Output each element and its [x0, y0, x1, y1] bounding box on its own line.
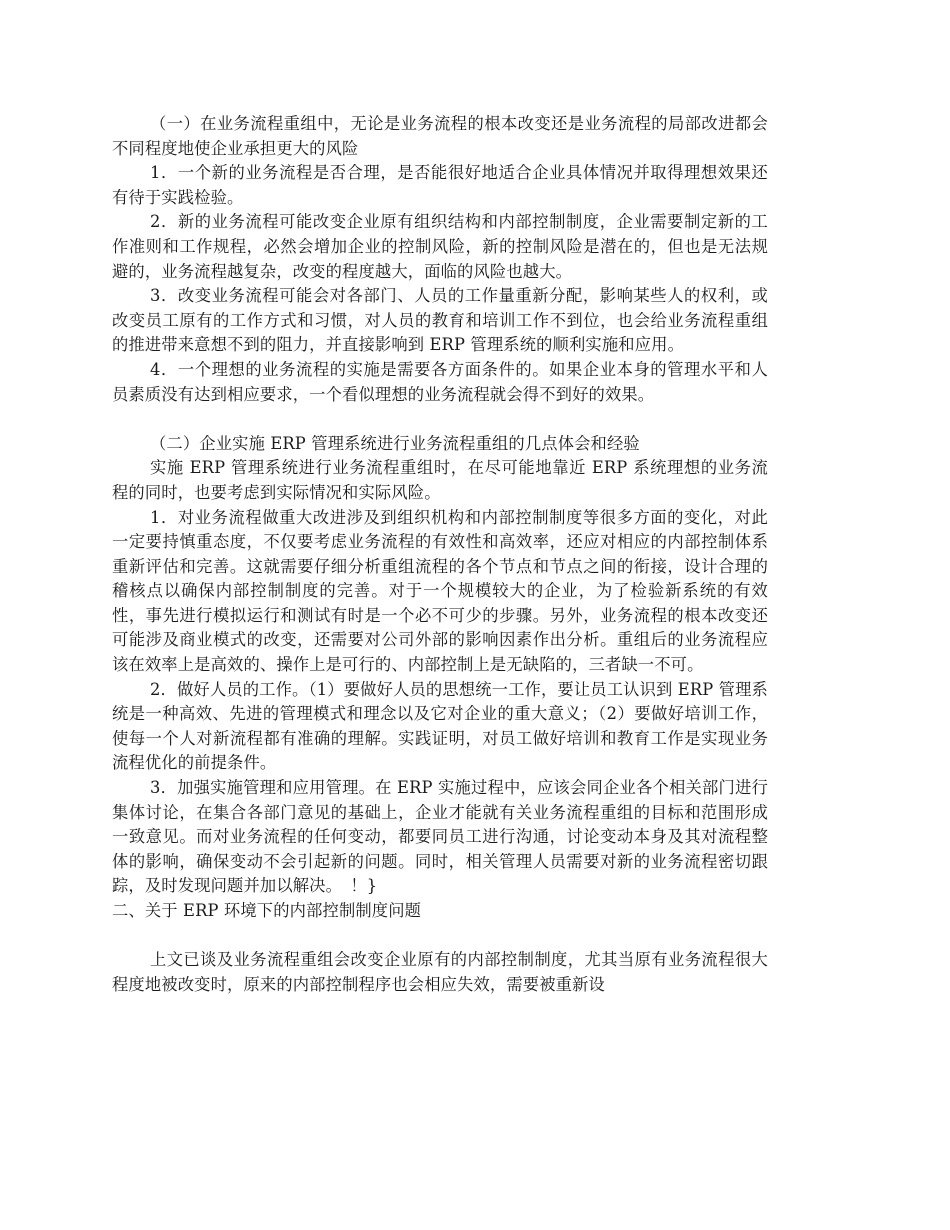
paragraph-experience-2: 2．做好人员的工作。（1）要做好人员的思想统一工作，要让员工认识到 ERP 管理系统是一种高效、先进的管理模式和理念以及它对企业的重大意义；（2）要做好培训工作，使每一个人对新流程都有准确的理解。实践证明，对员工做好培训和教育工作是实现业务流程优化的前提条件。 [112, 679, 768, 773]
blank-line [112, 924, 768, 949]
paragraph-experience-3: 3．加强实施管理和应用管理。在 ERP 实施过程中，应该会同企业各个相关部门进行集体讨论，在集合各部门意见的基础上，企业才能就有关业务流程重组的目标和范围形成一致意见。而对业务流程的任何变动，都要同员工进行沟通，讨论变动本身及其对流程整体的影响，确保变动不会引起新的问题。同时，相关管理人员需要对新的业务流程密切跟踪，及时发现问题并加以解决。 ！} [112, 778, 768, 896]
paragraph-risk-4: 4．一个理想的业务流程的实施是需要各方面条件的。如果企业本身的管理水平和人员素质没有达到相应要求，一个看似理想的业务流程就会得不到好的效果。 [112, 359, 768, 404]
paragraph-risk-1: 1．一个新的业务流程是否合理，是否能很好地适合企业具体情况并取得理想效果还有待于实践检验。 [112, 163, 768, 207]
section-heading-experience: （二）企业实施 ERP 管理系统进行业务流程重组的几点体会和经验 [150, 433, 640, 453]
section-heading-risk: （一）在业务流程重组中，无论是业务流程的根本改变还是业务流程的局部改进都会不同程度地使企业承担更大的风险 [112, 114, 768, 158]
blank-line [112, 407, 768, 432]
document-body [112, 112, 768, 997]
section-heading-internal-control: 二、关于 ERP 环境下的内部控制制度问题 [112, 901, 422, 920]
paragraph-risk-3: 3．改变业务流程可能会对各部门、人员的工作量重新分配，影响某些人的权利，或改变员工原有的工作方式和习惯，对人员的教育和培训工作不到位，也会给业务流程重组的推进带来意想不到的阻力，并直接影响到 ERP 管理系统的顺利实施和应用。 [112, 286, 768, 355]
paragraph-internal-control: 上文已谈及业务流程重组会改变企业原有的内部控制制度，尤其当原有业务流程很大程度地被改变时，原来的内部控制程序也会相应失效，需要被重新设 [112, 950, 768, 994]
paragraph-risk-2: 2．新的业务流程可能改变企业原有组织结构和内部控制制度，企业需要制定新的工作准则和工作规程，必然会增加企业的控制风险，新的控制风险是潜在的，但也是无法规避的，业务流程越复杂，改变的程度越大，面临的风险也越大。 [112, 212, 768, 281]
paragraph-experience-1: 1．对业务流程做重大改进涉及到组织机构和内部控制制度等很多方面的变化，对此一定要持慎重态度，不仅要考虑业务流程的有效性和高效率，还应对相应的内部控制体系重新评估和完善。这就需要仔细分析重组流程的各个节点和节点之间的衔接，设计合理的稽核点以确保内部控制制度的完善。对于一个规模较大的企业，为了检验新系统的有效性，事先进行模拟运行和测试有时是一个必不可少的步骤。另外，业务流程的根本改变还可能涉及商业模式的改变，还需要对公司外部的影响因素作出分析。重组后的业务流程应该在效率上是高效的、操作上是可行的、内部控制上是无缺陷的，三者缺一不可。 [112, 507, 768, 675]
paragraph-experience-intro: 实施 ERP 管理系统进行业务流程重组时，在尽可能地靠近 ERP 系统理想的业务流程的同时，也要考虑到实际情况和实际风险。 [112, 458, 768, 502]
